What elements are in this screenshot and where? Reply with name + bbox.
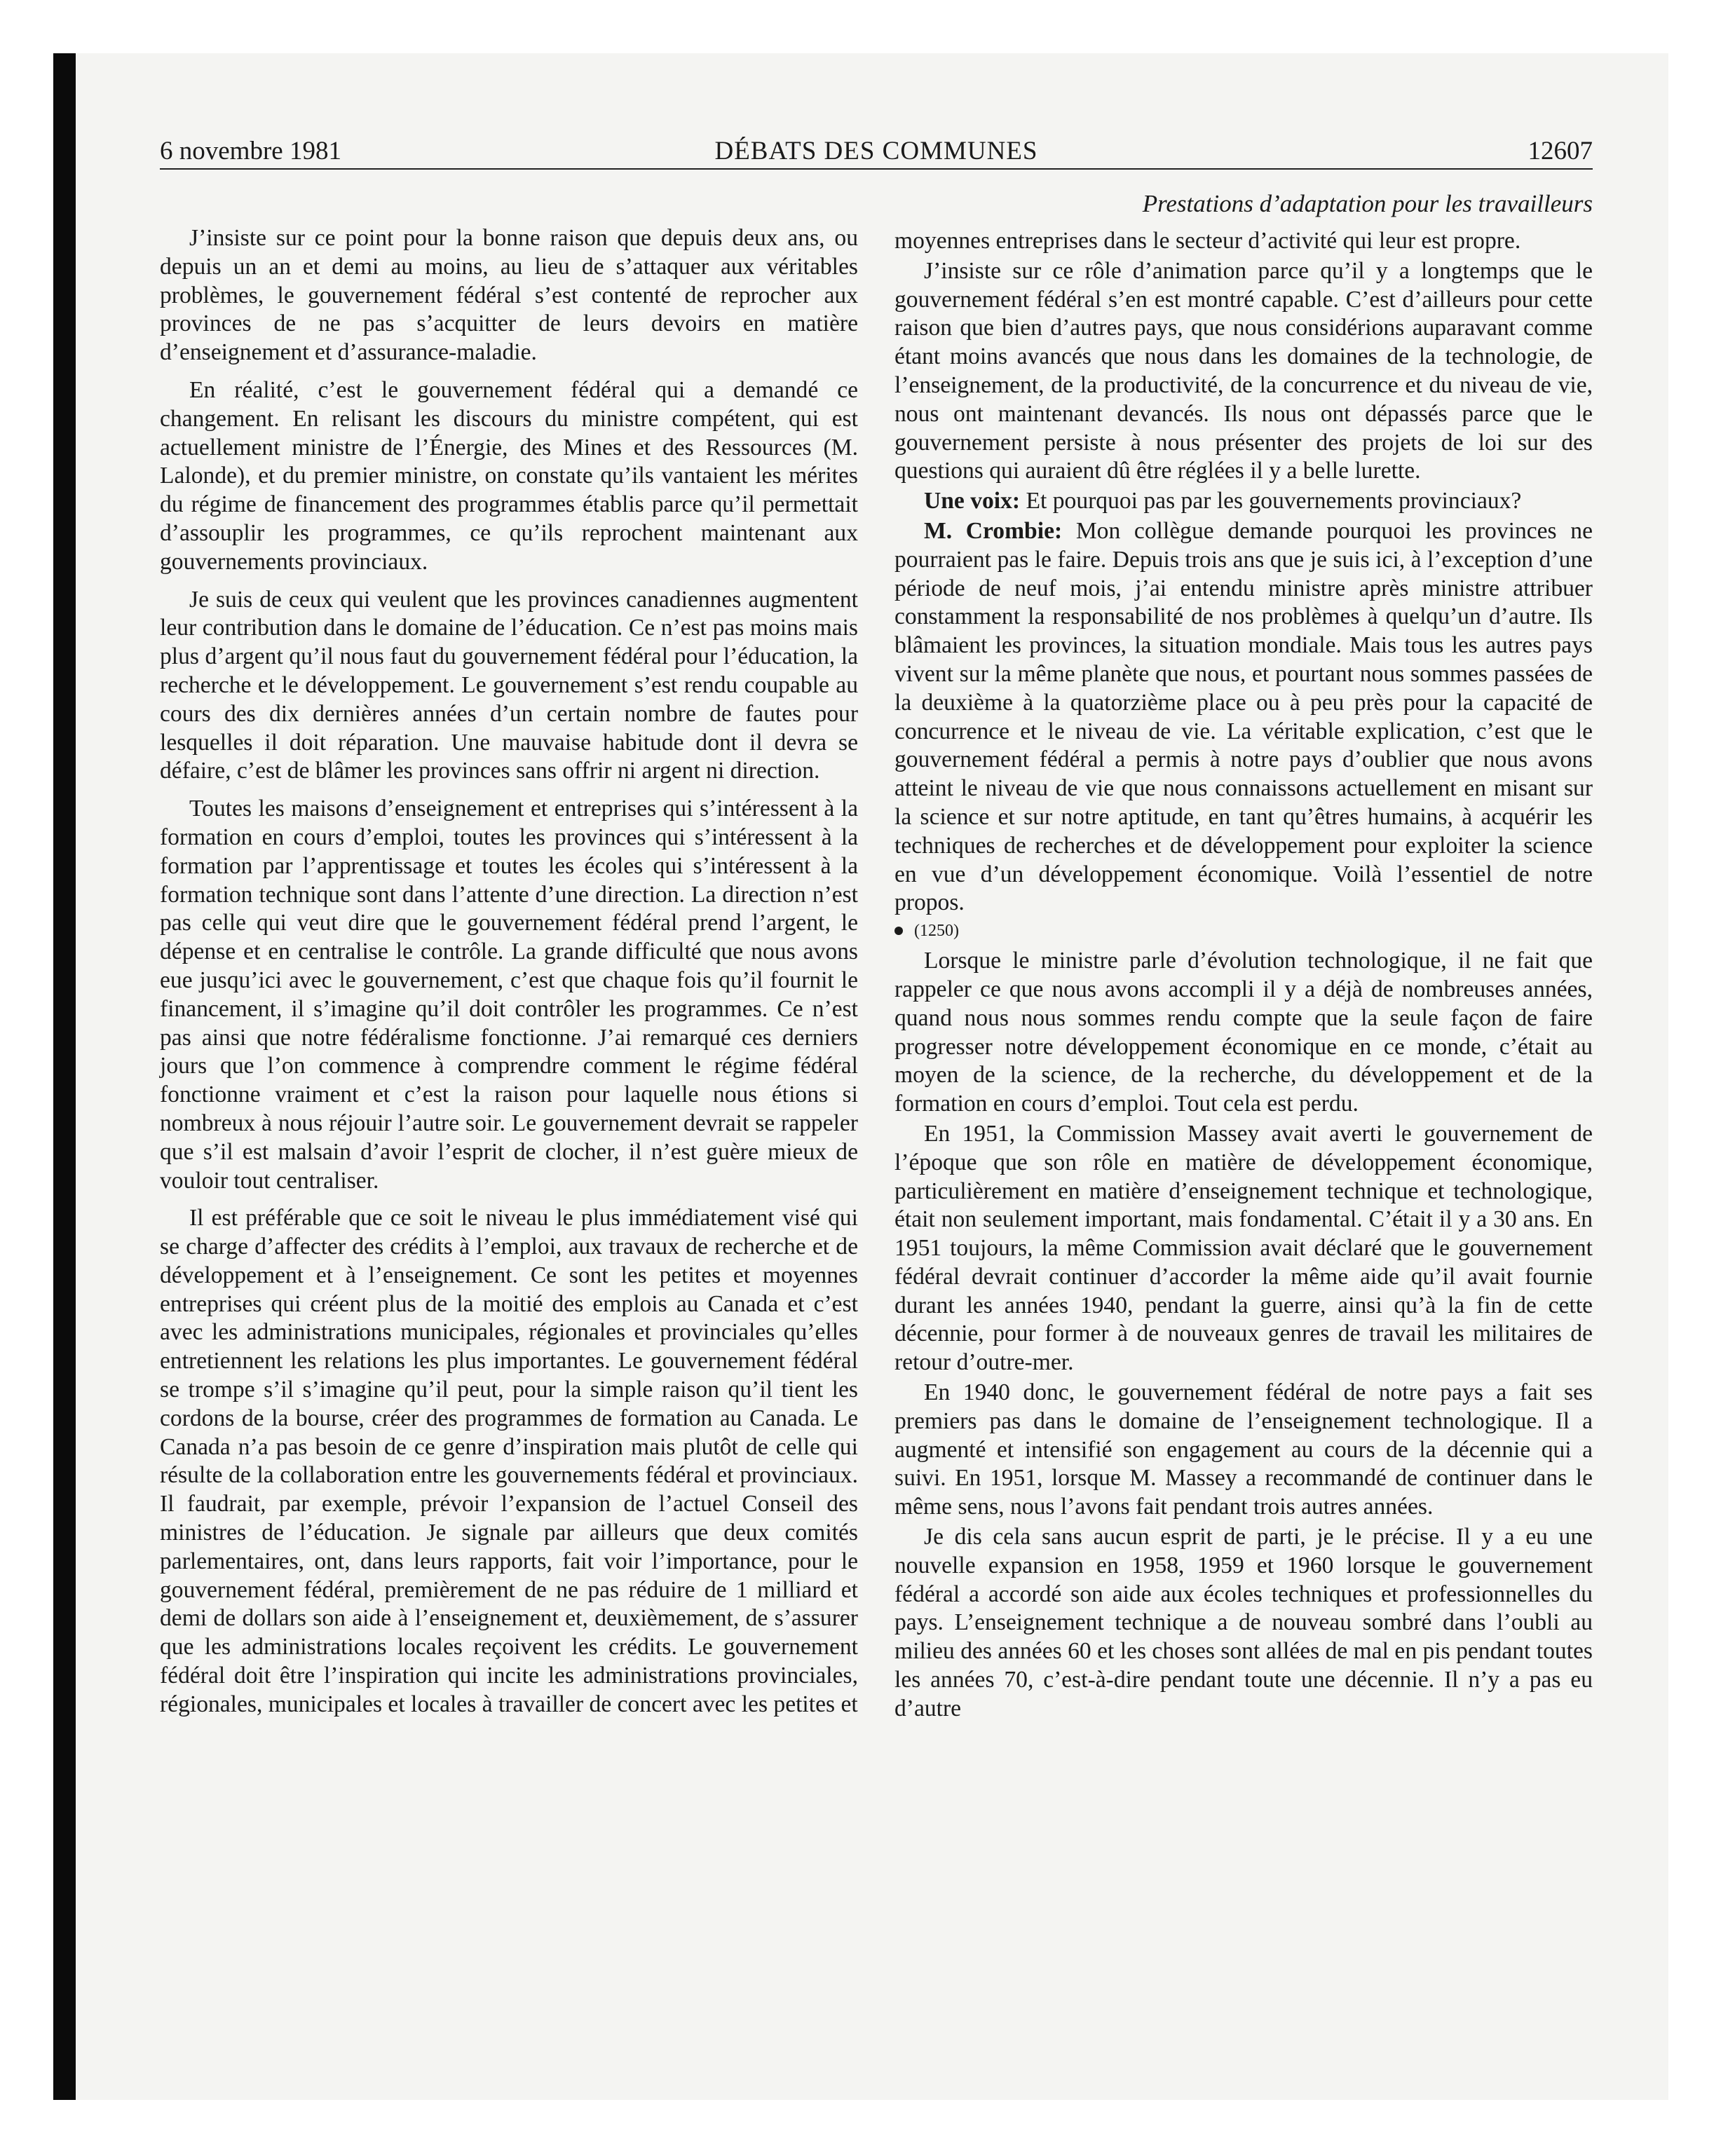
bullet-icon — [894, 927, 903, 935]
paragraph: J’insiste sur ce point pour la bonne raison que depuis deux ans, ou depuis un an et demi au moins, au lieu de s’attaquer aux véritables problèmes, le gouvernement fédéral s’est contenté de reprocher aux provinces de ne pas s’acquitter de leurs devoirs en matière d’enseignement et d’assurance-maladie. — [160, 225, 858, 366]
header-date: 6 novembre 1981 — [160, 137, 341, 165]
paragraph: Il est préférable que ce soit le niveau le plus immédiatement visé qui se charge d’affecter des crédits à l’emploi, aux travaux de recherche et de développement et à l’enseignement. Ce sont les petites et moyennes entreprises qui créent plus de la moitié des emplois au Canada et c’est avec les administrations municipales, régionales et provinciales qu’elles entretiennent les relations les plus importantes. Le gouvernement fédéral se trompe s’il s’imagine qu’il peut, pour la simple raison qu’il tient les cordons de la bourse, créer des programmes de formation au Canada. Le Canada n’a pas besoin de ce genre d’inspiration mais plutôt de celle qui résulte de la collaboration entre les gouvernements fédéral et provinciaux. Il faudrait, par exemple, prévoir l’expansion de l’actuel Conseil des ministres de l’éducation. Je signale par ailleurs que deux comités parlementaires, ont, dans leurs rapports, fait voir l’importance, pour le gouvernement fédéral, premièrement de ne pas réduire de 1 milliard et demi de dollars son aide à l’enseignement et, deuxièmement, de s’assurer que les administrations locales reçoivent les crédits. Le gouvernement fédéral doit être l’inspiration qui incite les administrations provinciales, régionales, municipales et locales à travailler de concert avec les petites et — [160, 1205, 858, 1717]
speech-paragraph — [894, 517, 1593, 917]
right-column — [894, 227, 1593, 1725]
binding-edge — [53, 53, 76, 2100]
running-header — [160, 133, 1593, 170]
paragraph: Je dis cela sans aucun esprit de parti, je le précise. Il y a eu une nouvelle expansion en 1958, 1959 et 1960 lorsque le gouvernement fédéral a accordé son aide aux écoles techniques et professionnelles du pays. L’enseignement technique a de nouveau sombré dans l’oubli au milieu des années 60 et les choses sont allées de mal en pis pendant toutes les années 70, c’est-à-dire pendant toute une décennie. Il n’y a pas eu d’autre — [894, 1524, 1593, 1721]
speaker-name: Une voix: — [924, 488, 1021, 514]
speech-paragraph — [894, 487, 1593, 516]
header-rule — [160, 168, 1593, 170]
left-column — [160, 224, 858, 1728]
paragraph: Toutes les maisons d’enseignement et entreprises qui s’intéressent à la formation en cours d’emploi, toutes les provinces qui s’intéressent à la formation par l’apprentissage et toutes les écoles qui s’intéressent à la formation technique sont dans l’attente d’une direction. La direction n’est pas celle qui veut dire que le gouvernement fédéral prend l’argent, le dépense et en centralise le contrôle. La grande difficulté que nous avons eue jusqu’ici avec le gouvernement, c’est que chaque fois qu’il fournit le financement, il s’imagine qu’il doit contrôler les programmes. Ce n’est pas ainsi que notre fédéralisme fonctionne. J’ai remarqué ces derniers jours que l’on commence à comprendre comment le régime fédéral fonctionne vraiment et c’est la raison pour laquelle nous étions si nombreux à nous réjouir l’autre soir. Le gouvernement devrait se rappeler que s’il est malsain d’avoir l’esprit de clocher, il n’est guère mieux de vouloir tout centraliser. — [160, 796, 858, 1194]
paragraph: Lorsque le ministre parle d’évolution technologique, il ne fait que rappeler ce que nous avons accompli il y a déjà de nombreuses années, quand nous nous sommes rendu compte que la seule façon de faire progresser notre développement économique en ce monde, c’était au moyen de la science, de la recherche, du développement et de la formation en cours d’emploi. Tout cela est perdu. — [894, 948, 1593, 1117]
header-journal-title: DÉBATS DES COMMUNES — [714, 137, 1038, 165]
time-marker — [894, 919, 1593, 943]
paragraph-continued: moyennes entreprises dans le secteur d’activité qui leur est propre. — [894, 228, 1521, 254]
paragraph: Je suis de ceux qui veulent que les provinces canadiennes augmentent leur contribution dans le domaine de l’éducation. Ce n’est pas moins mais plus d’argent qu’il nous faut du gouvernement fédéral pour l’éducation, la recherche et le développement. Le gouvernement s’est rendu coupable au cours des dix dernières années d’un certain nombre de fautes pour lesquelles il doit réparation. Une mauvaise habitude dont il devra se défaire, c’est de blâmer les provinces sans offrir ni argent ni direction. — [160, 586, 858, 784]
speech-text: Mon collègue demande pourquoi les provinces ne pourraient pas le faire. Depuis trois ans que je suis ici, à l’exception d’une période de neuf mois, j’ai entendu ministre après ministre attribuer constamment la responsabilité de nos problèmes à quelqu’un d’autre. Ils blâmaient les provinces, la situation mondiale. Mais tous les autres pays vivent sur la même planète que nous, et pourtant nous sommes passées de la deuxième à la quatorzième place ou à peu près pour la capacité de concurrence et le niveau de vie. La véritable explication, c’est que le gouvernement fédéral a permis à notre pays d’oublier que nous avons atteint le niveau de vie que nous connaissons actuellement en misant sur la science et sur notre aptitude, en tant qu’êtres humains, à acquérir les techniques de recherches et de développement pour exploiter la science en vue d’un développement économique. Voilà l’essentiel de notre propos. — [894, 517, 1593, 916]
time-marker-text: (1250) — [914, 922, 959, 941]
paragraph: J’insiste sur ce rôle d’animation parce qu’il y a longtemps que le gouvernement fédéral s’en est montré capable. C’est d’ailleurs pour cette raison que bien d’autres pays, que nous considérions auparavant comme étant moins avancés que nous dans les domaines de la technologie, de l’enseignement, de la productivité, de la concurrence et du niveau de vie, nous ont maintenant devancés. Ils nous ont dépassés parce que le gouvernement persiste à nous présenter des projets de loi sur des questions qui auraient dû être réglées il y a belle lurette. — [894, 257, 1593, 484]
section-title: Prestations d’adaptation pour les travailleurs — [1142, 190, 1593, 217]
paragraph: En 1940 donc, le gouvernement fédéral de notre pays a fait ses premiers pas dans le domaine de l’enseignement technologique. Il a augmenté et intensifié son engagement au cours de la décennie qui a suivi. En 1951, lorsque M. Massey a recommandé de continuer dans le même sens, nous l’avons fait pendant trois autres années. — [894, 1379, 1593, 1520]
header-page-number: 12607 — [1528, 137, 1593, 165]
speech-text: Et pourquoi pas par les gouvernements provinciaux? — [1026, 488, 1522, 514]
paragraph: En 1951, la Commission Massey avait averti le gouvernement de l’époque que son rôle en matière de développement économique, particulièrement en matière d’enseignement technique et technologique, était non seulement important, mais fondamental. C’était il y a 30 ans. En 1951 toujours, la même Commission avait déclaré que le gouvernement fédéral devrait continuer d’accorder la même aide qu’il avait fournie durant les années 1940, pendant la guerre, ainsi qu’à la fin de cette décennie, pour former à de nouveaux genres de travail les militaires de retour d’outre-mer. — [894, 1120, 1593, 1376]
paragraph: En réalité, c’est le gouvernement fédéral qui a demandé ce changement. En relisant les discours du ministre compétent, qui est actuellement ministre de l’Énergie, des Mines et des Ressources (M. Lalonde), et du premier ministre, on constate qu’ils vantaient les mérites du régime de financement des programmes établis parce qu’il permettait d’assouplir les programmes, ce qu’ils reprochent maintenant aux gouvernements provinciaux. — [160, 376, 858, 575]
speaker-name: M. Crombie: — [924, 517, 1063, 544]
